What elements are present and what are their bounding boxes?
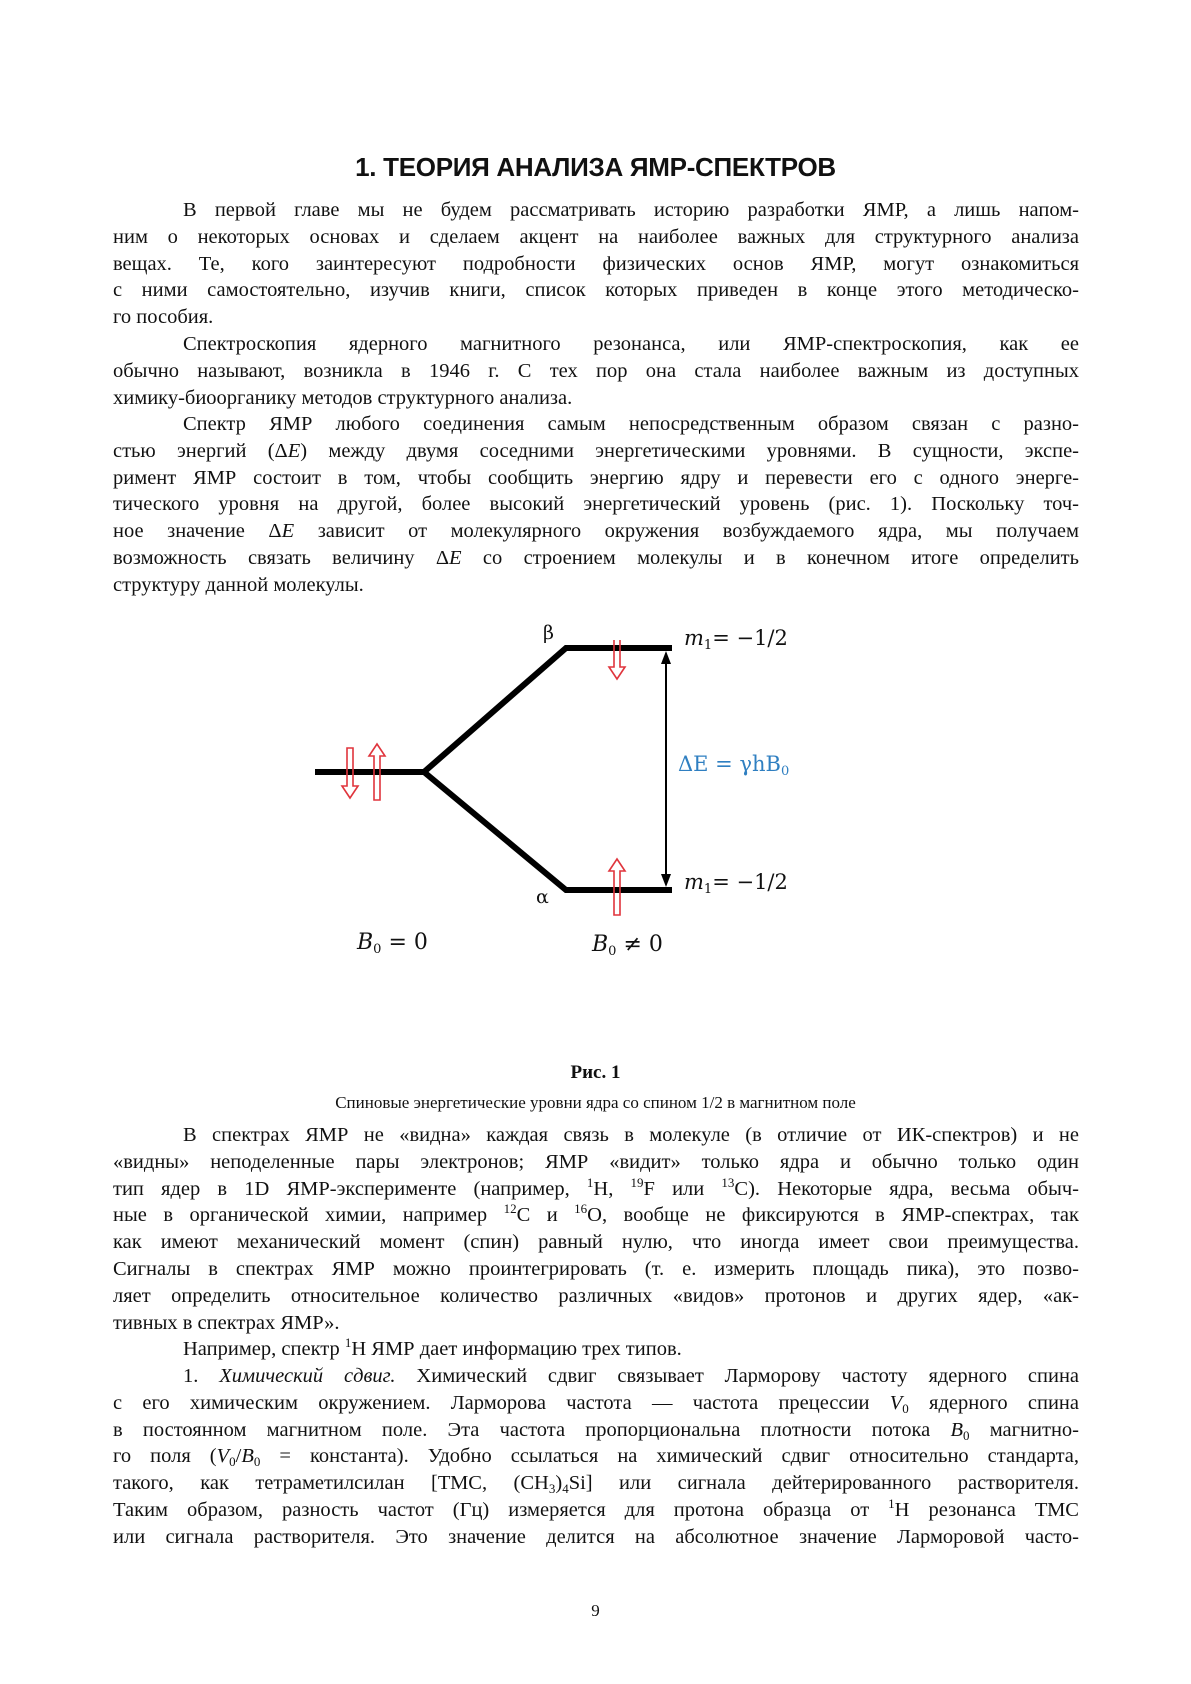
paragraph-history (113, 331, 1079, 411)
text-line: с ними самостоятельно, изучив книги, список которых приведен в конце этого методическо- (113, 279, 1079, 302)
figure-caption-text: Спиновые энергетические уровни ядра со спином 1/2 в магнитном поле (335, 1093, 856, 1112)
text-line: го пособия. (113, 306, 214, 329)
field-zero-label: $B_0 = 0$ (357, 930, 428, 957)
text-line: В спектрах ЯМР не «видна» каждая связь в молекуле (в отличие от ИК-спектров) и не (183, 1124, 1079, 1146)
paragraph-example (113, 1336, 1079, 1363)
delta-e-formula: ΔE = γhB$_0$ (678, 752, 790, 779)
text-line: тического уровня на другой, более высокий энергетический уровень (рис. 1). Поскольку точ- (113, 493, 1079, 516)
alpha-label: α (536, 886, 549, 908)
text-line: возможность связать величину ΔE со строением молекулы и в конечном итоге определить (113, 546, 1079, 569)
text-line: ним о некоторых основах и сделаем акцент на наиболее важных для структурного анализа (113, 225, 1079, 248)
text-line: в постоянном магнитном поле. Эта частота пропорциональна плотности потока $B_0$ магнитно- (113, 1418, 1079, 1443)
text-line: химику-биоорганику методов структурного анализа. (113, 386, 573, 409)
text-line: ное значение ΔE зависит от молекулярного окружения возбуждаемого ядра, мы получаем (113, 520, 1079, 543)
diagram-svg (300, 640, 860, 1040)
text-line: Спектроскопия ядерного магнитного резонанса, или ЯМР-спектроскопия, как ее (183, 333, 1079, 355)
paragraph-visibility (113, 1122, 1079, 1336)
text-line: с его химическим окружением. Ларморова частота — частота прецессии $V_0$ ядерного спина (113, 1391, 1079, 1416)
term-chemical-shift: Химический сдвиг. (219, 1365, 396, 1387)
text-line: или сигнала растворителя. Это значение делится на абсолютное значение Ларморовой часто- (113, 1525, 1079, 1548)
text-line: Спектр ЯМР любого соединения самым непосредственным образом связан с разно- (183, 413, 1079, 435)
page-number: 9 (591, 1601, 600, 1620)
text-line: Таким образом, разность частот (Гц) измеряется для протона образца от $^1$H резонанса ТМС (113, 1495, 1079, 1521)
text-line: структуру данной молекулы. (113, 573, 364, 596)
beta-label: β (543, 622, 554, 644)
paragraph-chemical-shift (113, 1363, 1079, 1551)
text-line: римент ЯМР состоит в том, чтобы сообщить энергию ядру и перевести его с одного энерге- (113, 466, 1079, 489)
beta-level-line (424, 648, 672, 772)
text-line: обычно называют, возникла в 1946 г. С тех пор она стала наиболее важным из доступных (113, 359, 1079, 382)
chapter-heading: 1. ТЕОРИЯ АНАЛИЗА ЯМР-СПЕКТРОВ (355, 152, 836, 182)
text-line: как имеют механический момент (спин) равный нулю, что иногда имеет свои преимущества. (113, 1231, 1079, 1254)
figure-caption-title: Рис. 1 (570, 1062, 621, 1083)
text-line: «видны» неподеленные пары электронов; ЯМР «видит» только ядра и обычно только один (113, 1150, 1079, 1173)
upper-level-quantum-label: $m_1= -1/2$ (684, 626, 788, 653)
alpha-level-line (424, 772, 672, 890)
transition-arrowhead-up (661, 651, 671, 664)
lower-level-quantum-label: $m_1= -1/2$ (684, 870, 788, 897)
text-line: такого, как тетраметилсилан [ТМС, $(CH_3)_4Si$] или сигнала дейтерированного растворителя. (113, 1472, 1079, 1497)
text-line: ляет определить относительное количество различных «видов» протонов и других ядер, «ак- (113, 1284, 1079, 1307)
text-line: Сигналы в спектрах ЯМР можно проинтегрировать (т. е. измерить площадь пика), это позво- (113, 1257, 1079, 1280)
transition-arrowhead-down (661, 874, 671, 887)
text-line: стью энергий (ΔE) между двумя соседними энергетическими уровнями. В сущности, экспе- (113, 439, 1080, 462)
energy-level-diagram (300, 622, 860, 1040)
text-line: го поля ($V_0/B_0$ = константа). Удобно ссылаться на химический сдвиг относительно стандарта, (113, 1445, 1079, 1470)
text-line: тивных в спектрах ЯМР». (113, 1311, 340, 1334)
field-nonzero-label: $B_0 \ne 0$ (592, 932, 663, 959)
paragraph-intro (113, 197, 1079, 331)
text-line: В первой главе мы не будем рассматривать историю разработки ЯМР, а лишь напом- (183, 199, 1079, 221)
text-line: тип ядер в 1D ЯМР-эксперименте (например, $^1$H, $^{19}$F или $^{13}$C). Некоторые ядра, весьма обыч- (113, 1174, 1079, 1200)
text-line: Например, спектр $^1$H ЯМР дает информацию трех типов. (183, 1335, 682, 1360)
text-line: 1. Химический сдвиг. Химический сдвиг связывает Ларморову частоту ядерного спина (183, 1365, 1080, 1387)
text-line: вещах. Те, кого заинтересуют подробности физических основ ЯМР, могут ознакомиться (113, 252, 1079, 275)
text-line: ные в органической химии, например $^{12}$C и $^{16}$O, вообще не фиксируются в ЯМР-спектрах, так (113, 1201, 1079, 1227)
paragraph-energy-levels (113, 411, 1079, 599)
